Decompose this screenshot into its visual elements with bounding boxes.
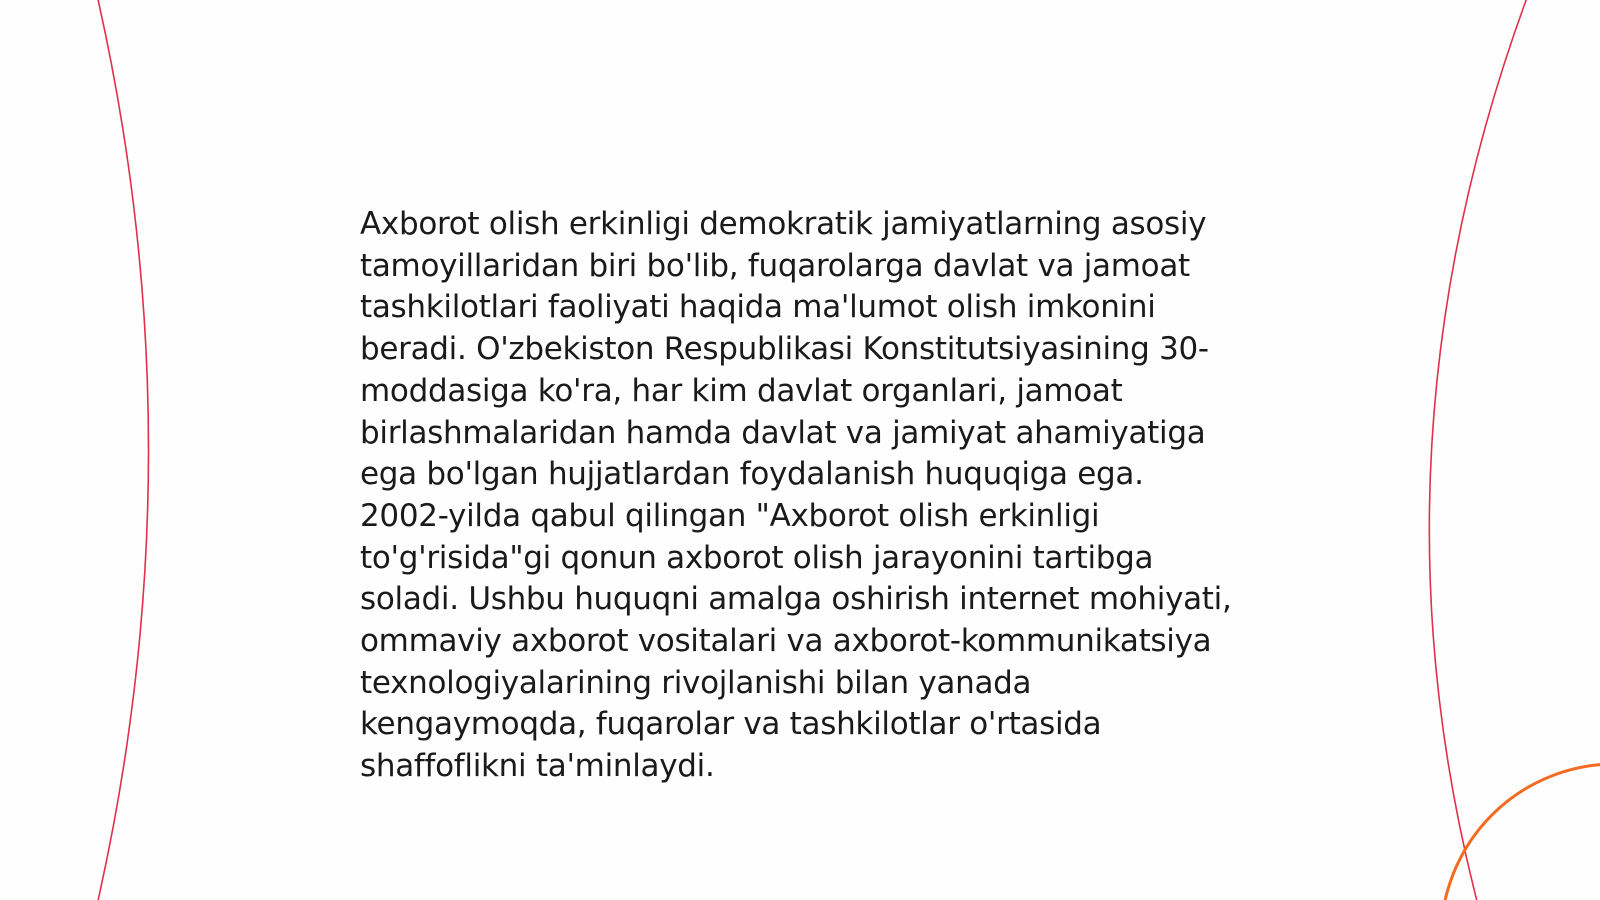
left-arc-decoration (97, 0, 149, 900)
body-paragraph: Axborot olish erkinligi demokratik jamiyatlarning asosiy tamoyillaridan biri bo'lib, fuqarolarga davlat va jamoat tashkilotlari faoliyati haqida ma'lumot olish imkonini beradi. O'zbekiston Respublikasi Konstitutsiyasining 30-moddasiga ko'ra, har kim davlat organlari, jamoat birlashmalaridan hamda davlat va jamiyat ahamiyatiga ega bo'lgan hujjatlardan foydalanish huquqiga ega. 2002-yilda qabul qilingan "Axborot olish erkinligi to'g'risida"gi qonun axborot olish jarayonini tartibga soladi. Ushbu huquqni amalga oshirish internet mohiyati, ommaviy axborot vositalari va axborot-kommunikatsiya texnologiyalarining rivojlanishi bilan yanada kengaymoqda, fuqarolar va tashkilotlar o'rtasida shaffoflikni ta'minlaydi. (360, 206, 1232, 785)
right-arc-decoration (1429, 0, 1528, 900)
corner-circle-decoration (1441, 764, 1600, 900)
